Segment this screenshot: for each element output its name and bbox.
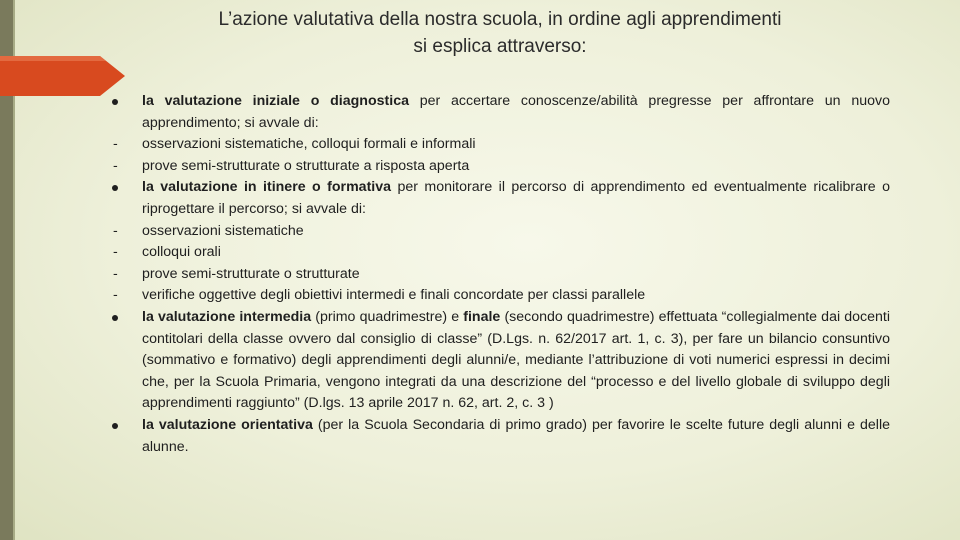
- bold-phrase: la valutazione orientativa: [142, 416, 313, 433]
- list-item-bullet: [108, 91, 890, 134]
- list-item-text: [142, 415, 890, 458]
- bold-phrase: finale: [463, 308, 501, 325]
- bullet-dot-icon: [112, 423, 118, 429]
- list-item-dash: [108, 285, 890, 307]
- bold-phrase: la valutazione iniziale o diagnostica: [142, 93, 409, 109]
- list-item-dash: [108, 156, 890, 178]
- item-body: (secondo quadrimestre) effettuata “collegialmente dai docenti contitolari della classe ovvero dal consiglio di classe” (D.Lgs. n. 62/2017 art. 1, c. 3), per fare un bilancio consuntivo (sommativo e formativo) degli apprendimenti degli alunni/e, mediante l’attribuzione di voti numerici espressi in decimi che, per la Scuola Primaria, vengono integrati da una descrizione del “processo e del livello globale di sviluppo degli apprendimenti raggiunto” (D.lgs. 13 aprile 2017 n. 62, art. 2, c. 3 ): [142, 308, 890, 412]
- list-item-text: [142, 307, 890, 415]
- list-item-dash: [108, 242, 890, 264]
- dash-marker: -: [113, 157, 118, 174]
- dash-marker: -: [113, 244, 118, 261]
- item-body: (per la Scuola Secondaria di primo grado) per favorire le scelte future degli alunni e delle alunne.: [142, 416, 890, 455]
- bullet-dot-icon: [112, 315, 118, 321]
- list-item-dash: [108, 221, 890, 243]
- dash-marker: -: [113, 287, 118, 304]
- dash-marker: -: [113, 265, 118, 282]
- bullet-marker: [108, 307, 142, 415]
- bullet-marker: [108, 91, 142, 134]
- item-body: (primo quadrimestre) e: [311, 308, 464, 325]
- content-list: [108, 91, 890, 458]
- bullet-dot-icon: [112, 185, 118, 191]
- list-item-text: osservazioni sistematiche: [142, 222, 304, 239]
- title-line-1: L’azione valutativa della nostra scuola, in ordine agli apprendimenti: [218, 9, 782, 30]
- title-line-2: si esplica attraverso:: [413, 36, 587, 57]
- list-item-text: prove semi-strutturate o strutturate a risposta aperta: [142, 157, 470, 174]
- dash-marker: -: [113, 222, 118, 239]
- list-item-dash: [108, 134, 890, 156]
- list-item-text: colloqui orali: [142, 244, 221, 261]
- list-item-text: verifiche oggettive degli obiettivi intermedi e finali concordate per classi parallele: [142, 287, 646, 304]
- item-body: per accertare conoscenze/abilità pregresse per affrontare un nuovo apprendimento; si avvale di:: [142, 93, 890, 131]
- bullet-marker: [108, 177, 142, 220]
- list-item-text: osservazioni sistematiche, colloqui formali e informali: [142, 136, 476, 153]
- bold-phrase: la valutazione in itinere o formativa: [142, 179, 392, 196]
- list-item-text: [142, 91, 890, 134]
- page-title: [140, 6, 860, 60]
- list-item-text: [142, 177, 890, 220]
- bullet-dot-icon: [112, 99, 118, 105]
- bullet-marker: [108, 415, 142, 458]
- dash-marker: -: [113, 136, 118, 153]
- list-item-bullet: [108, 415, 890, 458]
- orange-accent-shape: [0, 54, 125, 98]
- list-item-bullet: [108, 307, 890, 415]
- item-body: per monitorare il percorso di apprendimento ed eventualmente ricalibrare o riprogettare il percorso; si avvale di:: [142, 179, 890, 217]
- bold-phrase: la valutazione intermedia: [142, 308, 312, 325]
- list-item-dash: [108, 264, 890, 286]
- list-item-text: prove semi-strutturate o strutturate: [142, 265, 360, 282]
- list-item-bullet: [108, 177, 890, 220]
